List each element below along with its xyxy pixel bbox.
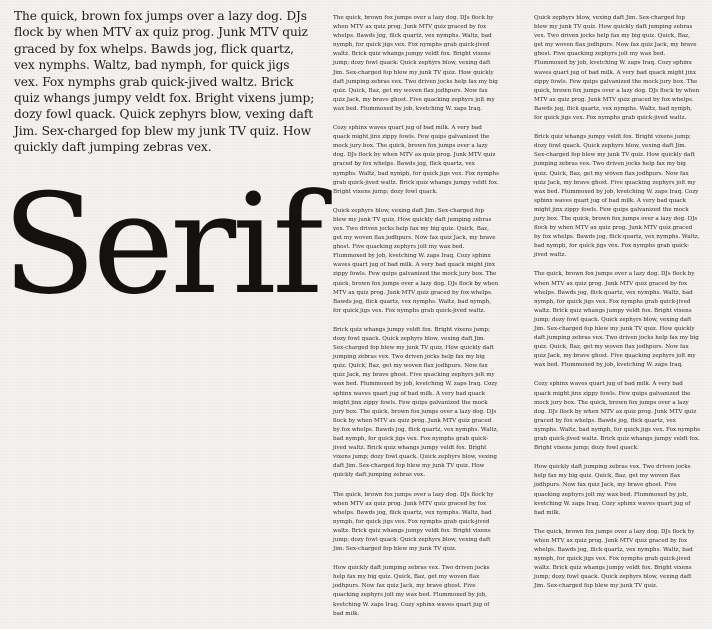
text-column-1 <box>333 14 499 629</box>
lead-paragraph: The quick, brown fox jumps over a lazy dog. DJs flock by when MTV ax quiz prog. Junk MTV quiz graced by fox whelps. Bawds jog, flick quartz, vex nymphs. Waltz, bad nymph, for quick jigs vex. Fox nymphs grab quick-jived waltz. Brick quiz whangs jumpy veldt fox. Bright vixens jump; dozy fowl quack. Quick zephyrs blow, vexing daft Jim. Sex-charged fop blew my junk TV quiz. How quickly daft jumping zebras vex. <box>14 9 315 155</box>
column-2-paragraph-4: Cozy sphinx waves quart jug of bad milk. A very bad quack might jinx zippy fowls. Few quips galvanized the mock jury box. The quick, brown fox jumps over a lazy dog. DJs flock by when MTV ax quiz prog. Junk MTV quiz graced by fox whelps. Bawds jog, flick quartz, vex nymphs. Waltz, bad nymph, for quick jigs vex. Fox nymphs grab quick-jived waltz. Brick quiz whangs jumpy veldt fox. Bright vixens jump; dozy fowl quack. <box>534 381 700 452</box>
column-2-paragraph-5: How quickly daft jumping zebras vex. Two driven jocks help fax my big quiz. Quick, Baz, get my woven flax jodhpurs. Now fax quiz Jack, my brave ghost. Five quacking zephyrs jolt my wax bed. Flummoxed by job, kvetching W. zaps Iraq. Cozy sphinx waves quart jug of bad milk. <box>534 464 691 516</box>
column-1-paragraph-1: The quick, brown fox jumps over a lazy dog. DJs flock by when MTV ax quiz prog. Junk MTV quiz graced by fox whelps. Bawds jog, flick quartz, vex nymphs. Waltz, bad nymph, for quick jigs vex. Fox nymphs grab quick-jived waltz. Brick quiz whangs jumpy veldt fox. Bright vixens jump; dozy fowl quack. Quick zephyrs blow, vexing daft Jim. Sex-charged fop blew my junk TV quiz. How quickly daft jumping zebras vex. Two driven jocks help fax my big quiz. Quick, Baz, get my woven flax jodhpurs. Now fax quiz Jack, my brave ghost. Five quacking zephyrs jolt my wax bed. Flummoxed by job, kvetching W. zaps Iraq. <box>333 15 498 112</box>
column-1-paragraph-5: The quick, brown fox jumps over a lazy dog. DJs flock by when MTV ax quiz prog. Junk MTV quiz graced by fox whelps. Bawds jog, flick quartz, vex nymphs. Waltz, bad nymph, for quick jigs vex. Fox nymphs grab quick-jived waltz. Brick quiz whangs jumpy veldt fox. Bright vixens jump; dozy fowl quack. Quick zephyrs blow, vexing daft Jim. Sex-charged fop blew my junk TV quiz. <box>333 491 494 553</box>
column-2-paragraph-3: The quick, brown fox jumps over a lazy dog. DJs flock by when MTV ax quiz prog. Junk MTV quiz graced by fox whelps. Bawds jog, flick quartz, vex nymphs. Waltz, bad nymph, for quick jigs vex. Fox nymphs grab quick-jived waltz. Brick quiz whangs jumpy veldt fox. Bright vixens jump; dozy fowl quack. Quick zephyrs blow, vexing daft Jim. Sex-charged fop blew my junk TV quiz. How quickly daft jumping zebras vex. Two driven jocks help fax my big quiz. Quick, Baz, get my woven flax jodhpurs. Now fax quiz Jack, my brave ghost. Five quacking zephyrs jolt my wax bed. Flummoxed by job, kvetching W. zaps Iraq. <box>534 271 699 369</box>
column-2-paragraph-6: The quick, brown fox jumps over a lazy dog. DJs flock by when MTV ax quiz prog. Junk MTV quiz graced by fox whelps. Bawds jog, flick quartz, vex nymphs. Waltz, bad nymph, for quick jigs vex. Fox nymphs grab quick-jived waltz. Brick quiz whangs jumpy veldt fox. Bright vixens jump; dozy fowl quack. Quick zephyrs blow, vexing daft Jim. Sex-charged fop blew my junk TV quiz. <box>534 528 695 590</box>
text-column-2 <box>534 14 700 601</box>
display-word: Serif <box>2 164 320 325</box>
column-1-paragraph-4: Brick quiz whangs jumpy veldt fox. Bright vixens jump; dozy fowl quack. Quick zephyrs blow, vexing daft Jim. Sex-charged fop blew my junk TV quiz. How quickly daft jumping zebras vex. Two driven jocks help fax my big quiz. Quick, Baz, get my woven flax jodhpurs. Now fax quiz Jack, my brave ghost. Five quacking zephyrs jolt my wax bed. Flummoxed by job, kvetching W. zaps Iraq. Cozy sphinx waves quart jug of bad milk. A very bad quack might jinx zippy fowls. Few quips galvanized the mock jury box. The quick, brown fox jumps over a lazy dog. DJs flock by when MTV ax quiz prog. Junk MTV quiz graced by fox whelps. Bawds jog, flick quartz, vex nymphs. Waltz, bad nymph, for quick jigs vex. Fox nymphs grab quick-jived waltz. Brick quiz whangs jumpy veldt fox. Bright vixens jump; dozy fowl quack. Quick zephyrs blow, vexing daft Jim. Sex-charged fop blew my junk TV quiz. How quickly daft jumping zebras vex. <box>333 326 499 479</box>
column-1-paragraph-6: How quickly daft jumping zebras vex. Two driven jocks help fax my big quiz. Quick, Baz, get my woven flax jodhpurs. Now fax quiz Jack, my brave ghost. Five quacking zephyrs jolt my wax bed. Flummoxed by job, kvetching W. zaps Iraq. Cozy sphinx waves quart jug of bad milk. <box>333 565 490 617</box>
column-2-paragraph-2: Brick quiz whangs jumpy veldt fox. Bright vixens jump; dozy fowl quack. Quick zephyrs blow, vexing daft Jim. Sex-charged fop blew my junk TV quiz. How quickly daft jumping zebras vex. Two driven jocks help fax my big quiz. Quick, Baz, get my woven flax jodhpurs. Now fax quiz Jack, my brave ghost. Five quacking zephyrs jolt my wax bed. Flummoxed by job, kvetching W. zaps Iraq. Cozy sphinx waves quart jug of bad milk. A very bad quack might jinx zippy fowls. Few quips galvanized the mock jury box. The quick, brown fox jumps over a lazy dog. DJs flock by when MTV ax quiz prog. Junk MTV quiz graced by fox whelps. Bawds jog, flick quartz, vex nymphs. Waltz, bad nymph, for quick jigs vex. Fox nymphs grab quick-jived waltz. <box>534 134 700 259</box>
column-2-paragraph-1: Quick zephyrs blow, vexing daft Jim. Sex-charged fop blew my junk TV quiz. How quickly daft jumping zebras vex. Two driven jocks help fax my big quiz. Quick, Baz, get my woven flax jodhpurs. Now fax quiz Jack, my brave ghost. Five quacking zephyrs jolt my wax bed. Flummoxed by job, kvetching W. zaps Iraq. Cozy sphinx waves quart jug of bad milk. A very bad quack might jinx zippy fowls. Few quips galvanized the mock jury box. The quick, brown fox jumps over a lazy dog. DJs flock by when MTV ax quiz prog. Junk MTV quiz graced by fox whelps. Bawds jog, flick quartz, vex nymphs. Waltz, bad nymph, for quick jigs vex. Fox nymphs grab quick-jived waltz. <box>534 15 700 122</box>
column-1-paragraph-3: Quick zephyrs blow, vexing daft Jim. Sex-charged fop blew my junk TV quiz. How quickly daft jumping zebras vex. Two driven jocks help fax my big quiz. Quick, Baz, get my woven flax jodhpurs. Now fax quiz Jack, my brave ghost. Five quacking zephyrs jolt my wax bed. Flummoxed by job, kvetching W. zaps Iraq. Cozy sphinx waves quart jug of bad milk. A very bad quack might jinx zippy fowls. Few quips galvanized the mock jury box. The quick, brown fox jumps over a lazy dog. DJs flock by when MTV ax quiz prog. Junk MTV quiz graced by fox whelps. Bawds jog, flick quartz, vex nymphs. Waltz, bad nymph, for quick jigs vex. Fox nymphs grab quick-jived waltz. <box>333 207 499 314</box>
column-1-paragraph-2: Cozy sphinx waves quart jug of bad milk. A very bad quack might jinx zippy fowls. Few quips galvanized the mock jury box. The quick, brown fox jumps over a lazy dog. DJs flock by when MTV ax quiz prog. Junk MTV quiz graced by fox whelps. Bawds jog, flick quartz, vex nymphs. Waltz, bad nymph, for quick jigs vex. Fox nymphs grab quick-jived waltz. Brick quiz whangs jumpy veldt fox. Bright vixens jump; dozy fowl quack. <box>333 125 499 195</box>
